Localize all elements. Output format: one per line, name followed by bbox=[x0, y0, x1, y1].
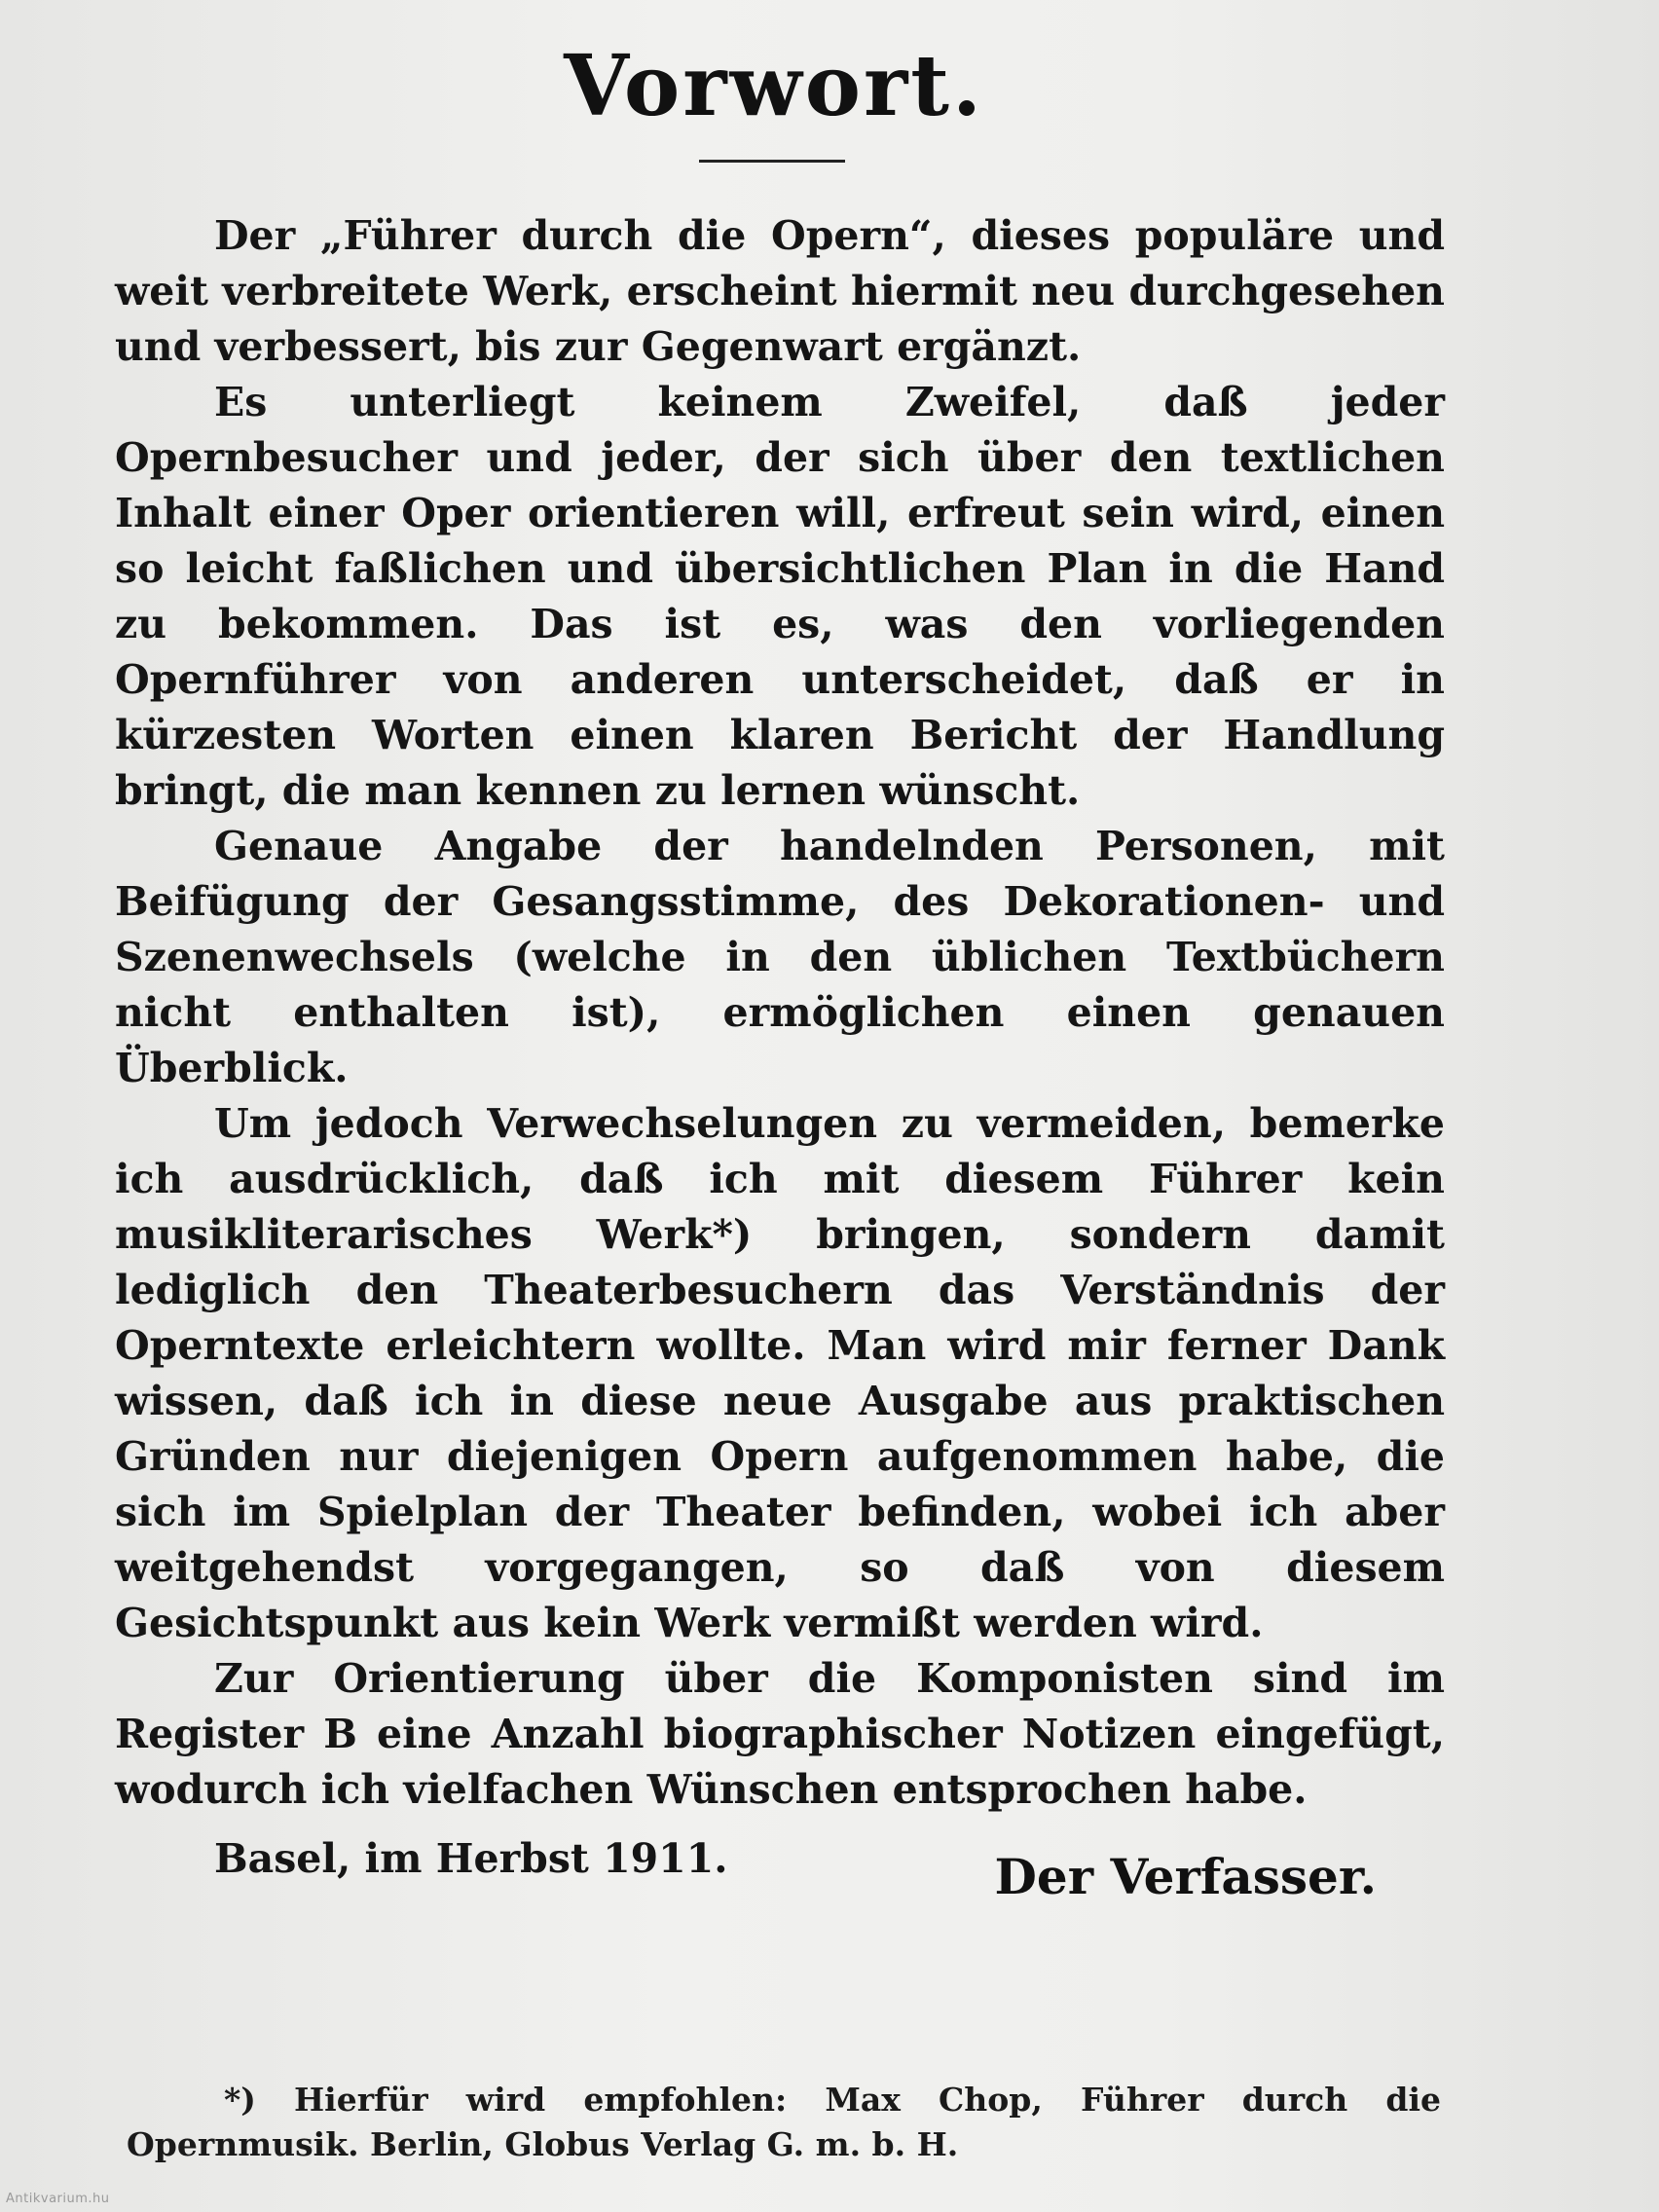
paragraph: Zur Orientierung über die Komponisten sind im Register B eine Anzahl biographischer Notizen eingefügt, wodurch ich vielfachen Wünschen entsprochen habe. bbox=[115, 1655, 1445, 1813]
title-divider bbox=[699, 160, 845, 163]
paragraph: Genaue Angabe der handelnden Personen, mit Beifügung der Gesangsstimme, des Dekorationen- und Szenenwechsels (welche in den üblichen Textbüchern nicht enthalten ist), ermöglichen einen genauen Überblick. bbox=[115, 823, 1445, 1091]
footnote-text: *) Hierfür wird empfohlen: Max Chop, Führer durch die Opernmusik. Berlin, Globus Verlag G. m. b. H. bbox=[127, 2081, 1441, 2163]
footnote bbox=[127, 2078, 1441, 2167]
signature: Der Verfasser. bbox=[994, 1848, 1377, 1905]
preface-body bbox=[115, 208, 1445, 1887]
paragraph: Es unterliegt keinem Zweifel, daß jeder Opernbesucher und jeder, der sich über den textlichen Inhalt einer Oper orientieren will, erfreut sein wird, einen so leicht faßlichen und übersichtlichen Plan in die Hand zu bekommen. Das ist es, was den vorliegenden Opernführer von anderen unterscheidet, daß er in kürzesten Worten einen klaren Bericht der Handlung bringt, die man kennen zu lernen wünscht. bbox=[115, 379, 1445, 814]
page-title: Vorwort. bbox=[564, 37, 984, 135]
paragraph: Der „Führer durch die Opern“, dieses populäre und weit verbreitete Werk, erscheint hiermit neu durchgesehen und verbessert, bis zur Gegenwart ergänzt. bbox=[115, 212, 1445, 370]
place-date: Basel, im Herbst 1911. bbox=[214, 1835, 728, 1882]
watermark: Antikvarium.hu bbox=[6, 2192, 110, 2206]
paragraph: Um jedoch Verwechselungen zu vermeiden, bemerke ich ausdrücklich, daß ich mit diesem Führer kein musikliterarisches Werk*) bringen, sondern damit lediglich den Theaterbesuchern das Verständnis der Operntexte erleichtern wollte. Man wird mir ferner Dank wissen, daß ich in diese neue Ausgabe aus praktischen Gründen nur diejenigen Opern aufgenommen habe, die sich im Spielplan der Theater befinden, wobei ich aber weitgehendst vorgegangen, so daß von diesem Gesichtspunkt aus kein Werk vermißt werden wird. bbox=[115, 1100, 1445, 1646]
